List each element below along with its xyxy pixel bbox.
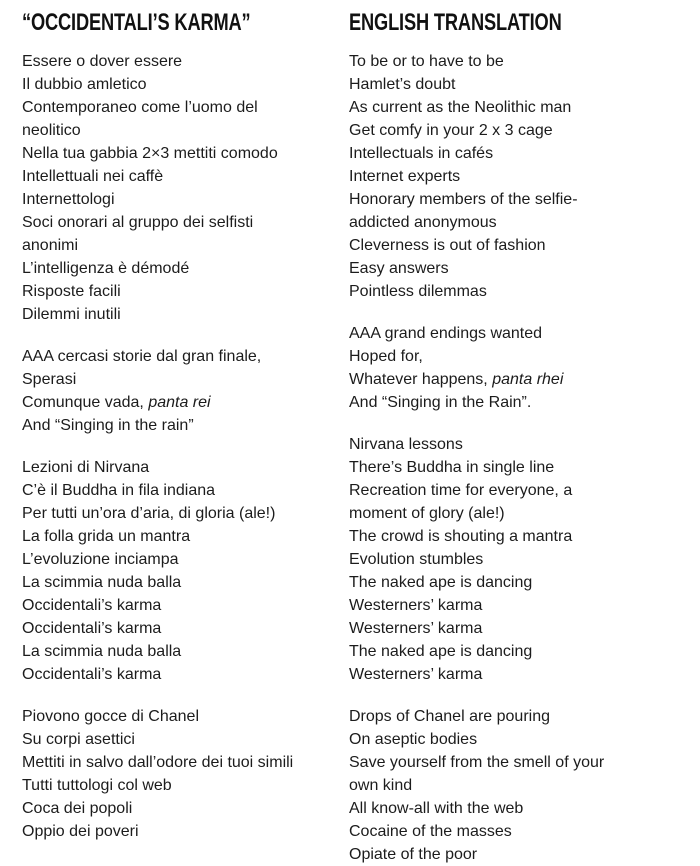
english-lyric-line	[349, 797, 679, 820]
italian-stanza-gap	[22, 437, 322, 456]
italian-lyric-text: anonimi	[22, 237, 79, 254]
english-lyric-text: addicted anonymous	[349, 214, 497, 231]
italian-lyric-line	[22, 188, 322, 211]
english-lyric-text: Westerners’ karma	[349, 597, 483, 614]
english-lyric-text: Honorary members of the selfie-	[349, 191, 578, 208]
english-title: ENGLISH TRANSLATION	[349, 9, 562, 36]
italian-lyric-line	[22, 774, 322, 797]
english-lyric-text: Save yourself from the smell of your	[349, 754, 605, 771]
italian-lyric-text: Mettiti in salvo dall’odore dei tuoi simili	[22, 754, 294, 771]
english-lyric-text: Pointless dilemmas	[349, 283, 487, 300]
english-lyric-text: own kind	[349, 777, 413, 794]
english-lyric-line	[349, 820, 679, 843]
italian-stanza-gap	[22, 326, 322, 345]
italian-lyric-text: Oppio dei poveri	[22, 823, 139, 840]
english-lyric-text: On aseptic bodies	[349, 731, 478, 748]
italian-lyric-text: Lezioni di Nirvana	[22, 459, 150, 476]
italian-lyric-line	[22, 751, 322, 774]
italian-lyric-text: Dilemmi inutili	[22, 306, 121, 323]
italian-lyric-text: And “Singing in the rain”	[22, 417, 194, 434]
english-lyric-line	[349, 751, 679, 774]
english-lyric-text: Intellectuals in cafés	[349, 145, 494, 162]
english-lyric-line	[349, 322, 679, 345]
english-lyric-text: All know-all with the web	[349, 800, 524, 817]
italian-lyric-line	[22, 368, 322, 391]
italian-lyric-text: L’intelligenza è démodé	[22, 260, 190, 277]
italian-lyric-line	[22, 617, 322, 640]
english-lyric-line	[349, 391, 679, 414]
italian-lyric-text: Sperasi	[22, 371, 77, 388]
english-lyric-line	[349, 640, 679, 663]
italian-stanza	[22, 456, 322, 686]
italian-lyric-line	[22, 142, 322, 165]
italian-lyric-line	[22, 820, 322, 843]
italian-lyric-line	[22, 345, 322, 368]
italian-lyric-text: Su corpi asettici	[22, 731, 135, 748]
english-lyric-line	[349, 456, 679, 479]
english-lyric-line	[349, 502, 679, 525]
english-lyric-text: Cocaine of the masses	[349, 823, 512, 840]
italian-lyric-text: Per tutti un’ora d’aria, di gloria (ale!)	[22, 505, 276, 522]
english-lyric-text: Evolution stumbles	[349, 551, 484, 568]
english-stanza-gap	[349, 414, 679, 433]
english-lyric-line	[349, 705, 679, 728]
english-lyric-line	[349, 142, 679, 165]
italian-lyric-line	[22, 663, 322, 686]
english-lyric-line	[349, 774, 679, 797]
english-lyric-line	[349, 617, 679, 640]
italian-lyric-text: Intellettuali nei caffè	[22, 168, 164, 185]
english-lyric-line	[349, 96, 679, 119]
italian-lyric-text: C’è il Buddha in fila indiana	[22, 482, 216, 499]
italian-lyric-line	[22, 391, 322, 414]
english-lyric-line	[349, 188, 679, 211]
english-lyric-text: Hamlet’s doubt	[349, 76, 456, 93]
italian-lyric-line	[22, 479, 322, 502]
english-lyric-line	[349, 663, 679, 686]
italian-lyric-text: neolitico	[22, 122, 81, 139]
english-lyric-text: moment of glory (ale!)	[349, 505, 505, 522]
english-lyric-line	[349, 345, 679, 368]
english-lyric-text: Drops of Chanel are pouring	[349, 708, 551, 725]
english-lyric-line	[349, 594, 679, 617]
english-lyric-text: There’s Buddha in single line	[349, 459, 555, 476]
english-stanza	[349, 705, 679, 866]
english-lyric-line	[349, 728, 679, 751]
english-lyric-line	[349, 280, 679, 303]
english-lyric-line	[349, 73, 679, 96]
italian-stanza	[22, 50, 322, 326]
english-lyric-line	[349, 119, 679, 142]
italian-lyric-text: Occidentali’s karma	[22, 597, 162, 614]
italian-lyric-text: Occidentali’s karma	[22, 666, 162, 683]
italian-stanza-gap	[22, 686, 322, 705]
italian-lyric-line	[22, 728, 322, 751]
italian-lyric-text: AAA cercasi storie dal gran finale,	[22, 348, 262, 365]
english-lyric-italic: panta rhei	[492, 371, 564, 388]
english-stanza-gap	[349, 686, 679, 705]
italian-lyric-line	[22, 414, 322, 437]
english-lyric-text: Recreation time for everyone, a	[349, 482, 573, 499]
italian-lyric-line	[22, 50, 322, 73]
italian-lyric-text: L’evoluzione inciampa	[22, 551, 179, 568]
english-lyric-line	[349, 211, 679, 234]
italian-lyric-text: Risposte facili	[22, 283, 121, 300]
italian-lyric-line	[22, 797, 322, 820]
english-lyric-text: The crowd is shouting a mantra	[349, 528, 573, 545]
english-lyric-text: Internet experts	[349, 168, 461, 185]
italian-lyric-text: La scimmia nuda balla	[22, 643, 182, 660]
italian-lyric-line	[22, 640, 322, 663]
italian-lyric-line	[22, 571, 322, 594]
italian-lyric-line	[22, 525, 322, 548]
english-stanza	[349, 322, 679, 414]
italian-lyric-text: Il dubbio amletico	[22, 76, 147, 93]
english-lyric-text: Get comfy in your 2 x 3 cage	[349, 122, 553, 139]
english-lyric-line	[349, 571, 679, 594]
english-lyric-line	[349, 525, 679, 548]
italian-lyric-text: La scimmia nuda balla	[22, 574, 182, 591]
english-lyric-text: Westerners’ karma	[349, 666, 483, 683]
english-lyric-line	[349, 433, 679, 456]
italian-lyric-line	[22, 96, 322, 119]
italian-lyrics-body	[22, 50, 322, 843]
english-translation-column	[349, 8, 679, 866]
italian-lyric-line	[22, 119, 322, 142]
english-lyric-line	[349, 257, 679, 280]
italian-lyric-italic: panta rei	[148, 394, 211, 411]
italian-lyric-line	[22, 594, 322, 617]
italian-lyric-line	[22, 211, 322, 234]
english-lyric-line	[349, 234, 679, 257]
english-stanza	[349, 50, 679, 303]
italian-lyric-line	[22, 165, 322, 188]
italian-title: “OCCIDENTALI’S KARMA”	[22, 9, 251, 36]
english-lyric-line	[349, 843, 679, 866]
english-lyric-line	[349, 50, 679, 73]
italian-lyric-text: Contemporaneo come l’uomo del	[22, 99, 258, 116]
english-lyric-line	[349, 165, 679, 188]
italian-lyric-text: Essere o dover essere	[22, 53, 183, 70]
english-stanza-gap	[349, 303, 679, 322]
english-lyric-text: Westerners’ karma	[349, 620, 483, 637]
english-lyric-text: Whatever happens,	[349, 371, 493, 388]
english-stanza	[349, 433, 679, 686]
english-lyrics-body	[349, 50, 679, 866]
english-lyric-line	[349, 548, 679, 571]
english-lyric-text: And “Singing in the Rain”.	[349, 394, 532, 411]
english-lyric-text: To be or to have to be	[349, 53, 504, 70]
english-lyric-text: AAA grand endings wanted	[349, 325, 543, 342]
italian-lyric-line	[22, 234, 322, 257]
italian-lyric-line	[22, 705, 322, 728]
italian-lyric-text: Comunque vada,	[22, 394, 149, 411]
italian-lyric-text: Tutti tuttologi col web	[22, 777, 172, 794]
italian-lyric-line	[22, 303, 322, 326]
italian-lyric-text: Internettologi	[22, 191, 115, 208]
english-lyric-text: As current as the Neolithic man	[349, 99, 572, 116]
english-lyric-text: Opiate of the poor	[349, 846, 478, 863]
italian-stanza	[22, 345, 322, 437]
english-lyric-text: Nirvana lessons	[349, 436, 463, 453]
italian-lyric-text: Piovono gocce di Chanel	[22, 708, 200, 725]
italian-lyric-text: La folla grida un mantra	[22, 528, 191, 545]
italian-lyric-line	[22, 280, 322, 303]
italian-lyric-line	[22, 73, 322, 96]
english-lyric-text: The naked ape is dancing	[349, 574, 533, 591]
italian-stanza	[22, 705, 322, 843]
english-lyric-text: Hoped for,	[349, 348, 423, 365]
italian-lyric-line	[22, 548, 322, 571]
italian-lyric-line	[22, 502, 322, 525]
italian-lyrics-column	[22, 8, 322, 843]
italian-lyric-text: Nella tua gabbia 2×3 mettiti comodo	[22, 145, 278, 162]
english-lyric-line	[349, 479, 679, 502]
italian-lyric-line	[22, 257, 322, 280]
italian-lyric-text: Coca dei popoli	[22, 800, 133, 817]
italian-lyric-line	[22, 456, 322, 479]
english-lyric-text: Easy answers	[349, 260, 449, 277]
italian-lyric-text: Soci onorari al gruppo dei selfisti	[22, 214, 254, 231]
english-lyric-line	[349, 368, 679, 391]
english-lyric-text: Cleverness is out of fashion	[349, 237, 546, 254]
italian-lyric-text: Occidentali’s karma	[22, 620, 162, 637]
english-lyric-text: The naked ape is dancing	[349, 643, 533, 660]
